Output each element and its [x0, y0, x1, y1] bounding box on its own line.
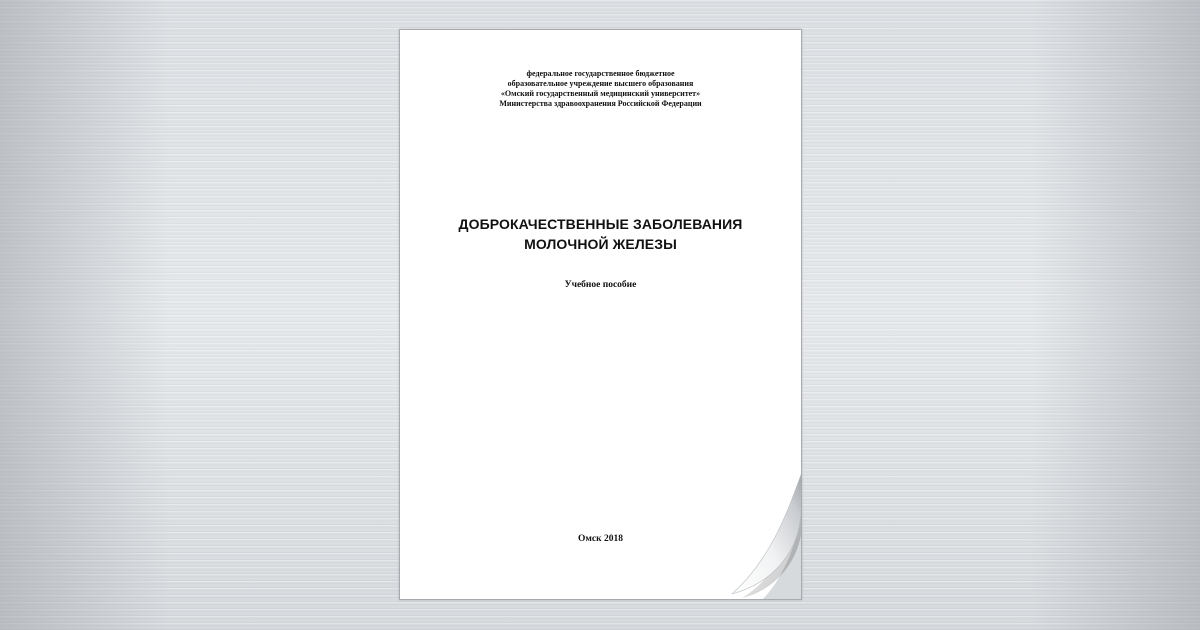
- page-curl-icon: [712, 470, 802, 600]
- document-subtitle: Учебное пособие: [564, 280, 637, 290]
- document-footer: Омск 2018: [578, 534, 623, 544]
- institution-header: [400, 69, 801, 109]
- document-title: [400, 214, 801, 254]
- document-page: [399, 29, 802, 600]
- header-line: Министерства здравоохранения Российской Федерации: [499, 99, 702, 108]
- title-line: ДОБРОКАЧЕСТВЕННЫЕ ЗАБОЛЕВАНИЯ: [458, 216, 743, 232]
- header-line: федеральное государственное бюджетное: [526, 69, 675, 78]
- header-line: образовательное учреждение высшего образования: [507, 79, 694, 88]
- header-line: «Омский государственный медицинский университет»: [500, 89, 701, 98]
- title-line: МОЛОЧНОЙ ЖЕЛЕЗЫ: [524, 236, 677, 252]
